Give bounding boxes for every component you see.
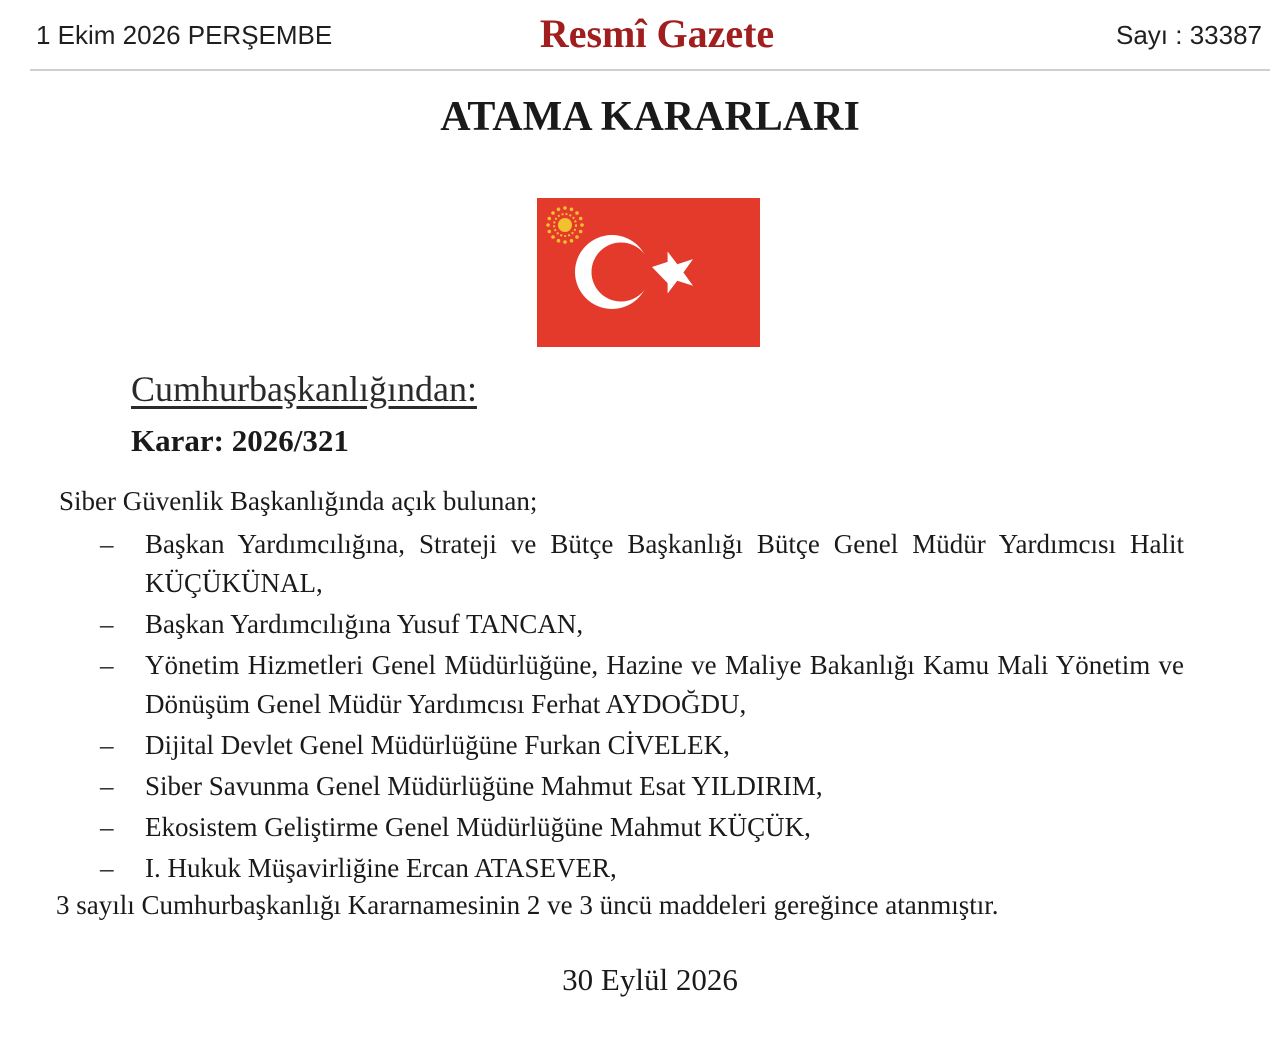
dash-bullet: – [100, 771, 114, 801]
publication-date: 1 Ekim 2026 PERŞEMBE [36, 20, 333, 50]
list-item [60, 767, 1184, 806]
gazette-header [0, 0, 1280, 72]
list-item [60, 726, 1184, 765]
list-item [60, 849, 1184, 888]
dash-bullet: – [100, 853, 114, 883]
appointment-text: I. Hukuk Müşavirliğine Ercan ATASEVER, [145, 853, 617, 883]
header-divider [30, 69, 1270, 71]
appointment-text: Siber Savunma Genel Müdürlüğüne Mahmut Esat YILDIRIM, [145, 771, 823, 801]
dash-bullet: – [100, 529, 114, 559]
dash-bullet: – [100, 812, 114, 842]
list-item [60, 525, 1184, 603]
turkish-flag-icon [537, 198, 760, 347]
dash-bullet: – [100, 650, 114, 680]
issue-number: Sayı : 33387 [1116, 20, 1262, 50]
list-item [60, 808, 1184, 847]
appointment-list [60, 525, 1184, 890]
intro-text: Siber Güvenlik Başkanlığında açık bulunan; [59, 486, 538, 516]
list-item [60, 646, 1184, 724]
section-title: ATAMA KARARLARI [440, 94, 860, 140]
gazette-title: Resmî Gazete [539, 11, 775, 56]
appointment-text: Dijital Devlet Genel Müdürlüğüne Furkan CİVELEK, [145, 730, 730, 760]
appointment-text: Ekosistem Geliştirme Genel Müdürlüğüne Mahmut KÜÇÜK, [145, 812, 811, 842]
list-item [60, 605, 1184, 644]
appointment-text: Yönetim Hizmetleri Genel Müdürlüğüne, Hazine ve Maliye Bakanlığı Kamu Mali Yönetim ve Dönüşüm Genel Müdür Yardımcısı Ferhat AYDOĞDU, [145, 650, 1184, 719]
issuing-authority: Cumhurbaşkanlığından: [131, 369, 477, 409]
appointment-text: Başkan Yardımcılığına, Strateji ve Bütçe Başkanlığı Bütçe Genel Müdür Yardımcısı Halit KÜÇÜKÜNAL, [145, 529, 1184, 598]
decision-number: Karar: 2026/321 [131, 423, 349, 458]
dash-bullet: – [100, 609, 114, 639]
signature-date: 30 Eylül 2026 [562, 962, 738, 997]
dash-bullet: – [100, 730, 114, 760]
closing-text: 3 sayılı Cumhurbaşkanlığı Kararnamesinin 2 ve 3 üncü maddeleri gereğince atanmıştır. [56, 890, 999, 920]
appointment-text: Başkan Yardımcılığına Yusuf TANCAN, [145, 609, 584, 639]
